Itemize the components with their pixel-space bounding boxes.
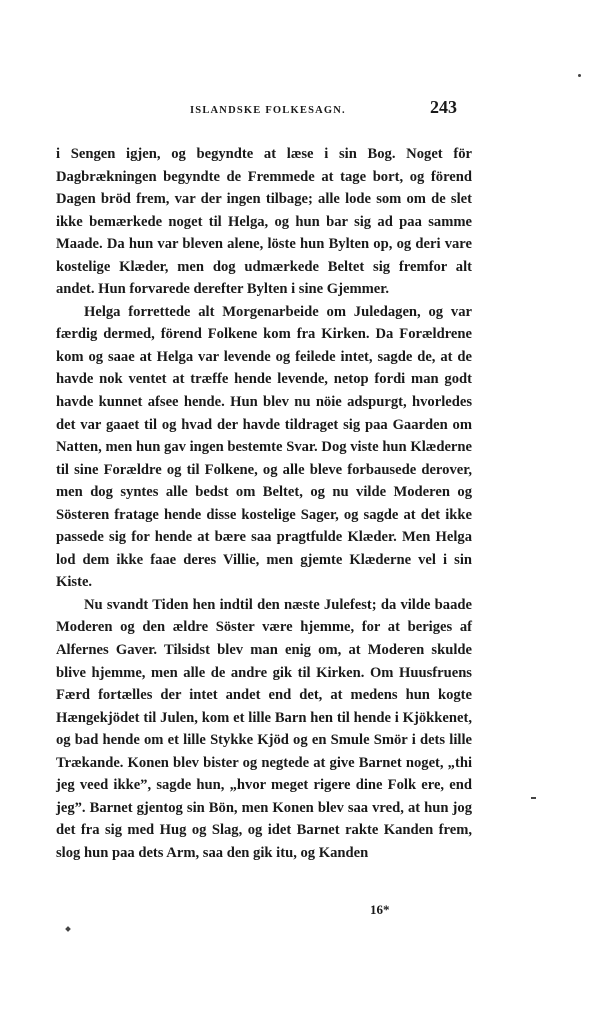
paragraph-1: i Sengen igjen, og begyndte at læse i sin Bog. Noget för Dagbrækningen begyndte de Fremmede at tage bort, og förend Dagen bröd frem, var der ingen tilbage; alle lode som om de slet ikke bemærkede noget til Helga, og hun bar sig ad paa samme Maade. Da hun var bleven alene, löste hun Bylten op, og deri vare kostelige Klæder, men dog udmærkede Beltet sig fremfor alt andet. Hun forvarede derefter Bylten i sine Gjemmer. xyxy=(56,146,472,298)
ink-speck xyxy=(578,74,581,77)
signature-mark: 16* xyxy=(370,902,390,917)
paragraph-3: Nu svandt Tiden hen indtil den næste Julefest; da vilde baade Moderen og den ældre Söster være hjemme, for at beriges af Alfernes Gaver. Tilsidst blev man enig om, at Moderen skulde blive hjemme, men alle de andre gik til Kirken. Om Huusfruens Færd fortælles der intet andet end det, at medens hun kogte Hængekjödet til Julen, kom et lille Barn hen til hende i Kjökkenet, og bad hende om et lille Stykke Kjöd og en Smule Smör i dets lille Trækande. Konen blev bister og negtede at give Barnet noget, „thi jeg veed ikke”, sagde hun, „hvor meget rigere dine Folk ere, end jeg”. Barnet gjentog sin Bön, men Konen blev saa vred, at hun jog det fra sig med Hug og Slag, og idet Barnet rakte Kanden frem, slog hun paa dets Arm, saa den gik itu, og Kanden xyxy=(56,596,472,861)
running-head xyxy=(0,97,600,121)
ink-speck xyxy=(65,926,71,932)
paragraph-2: Helga forrettede alt Morgenarbeide om Juledagen, og var færdig dermed, förend Folkene kom fra Kirken. Da Forældrene kom og saae at Helga var levende og feilede intet, sagde de, at de havde nok ventet at træffe hende levende, netop fordi man godt havde kunnet afsee hende. Hun blev nu nöie adspurgt, hvorledes det var gaaet til og hvad der havde tildraget sig paa Gaarden om Natten, men hun gav ingen bestemte Svar. Dog viste hun Klæderne til sine Forældre og til Folkene, og alle bleve forbausede derover, men dog syntes alle bedst om Beltet, og nu vilde Moderen og Sösteren fratage hende disse kostelige Sager, og sagde at det ikke passede sig for hende at bære saa pragtfulde Klæder. Men Helga lod dem ikke faae deres Villie, men gjemte Klæderne vel i sin Kiste. xyxy=(56,303,472,591)
body-text xyxy=(56,143,472,865)
running-title: ISLANDSKE FOLKESAGN. xyxy=(190,105,346,116)
ink-speck xyxy=(531,797,536,799)
page-number: 243 xyxy=(430,97,457,117)
